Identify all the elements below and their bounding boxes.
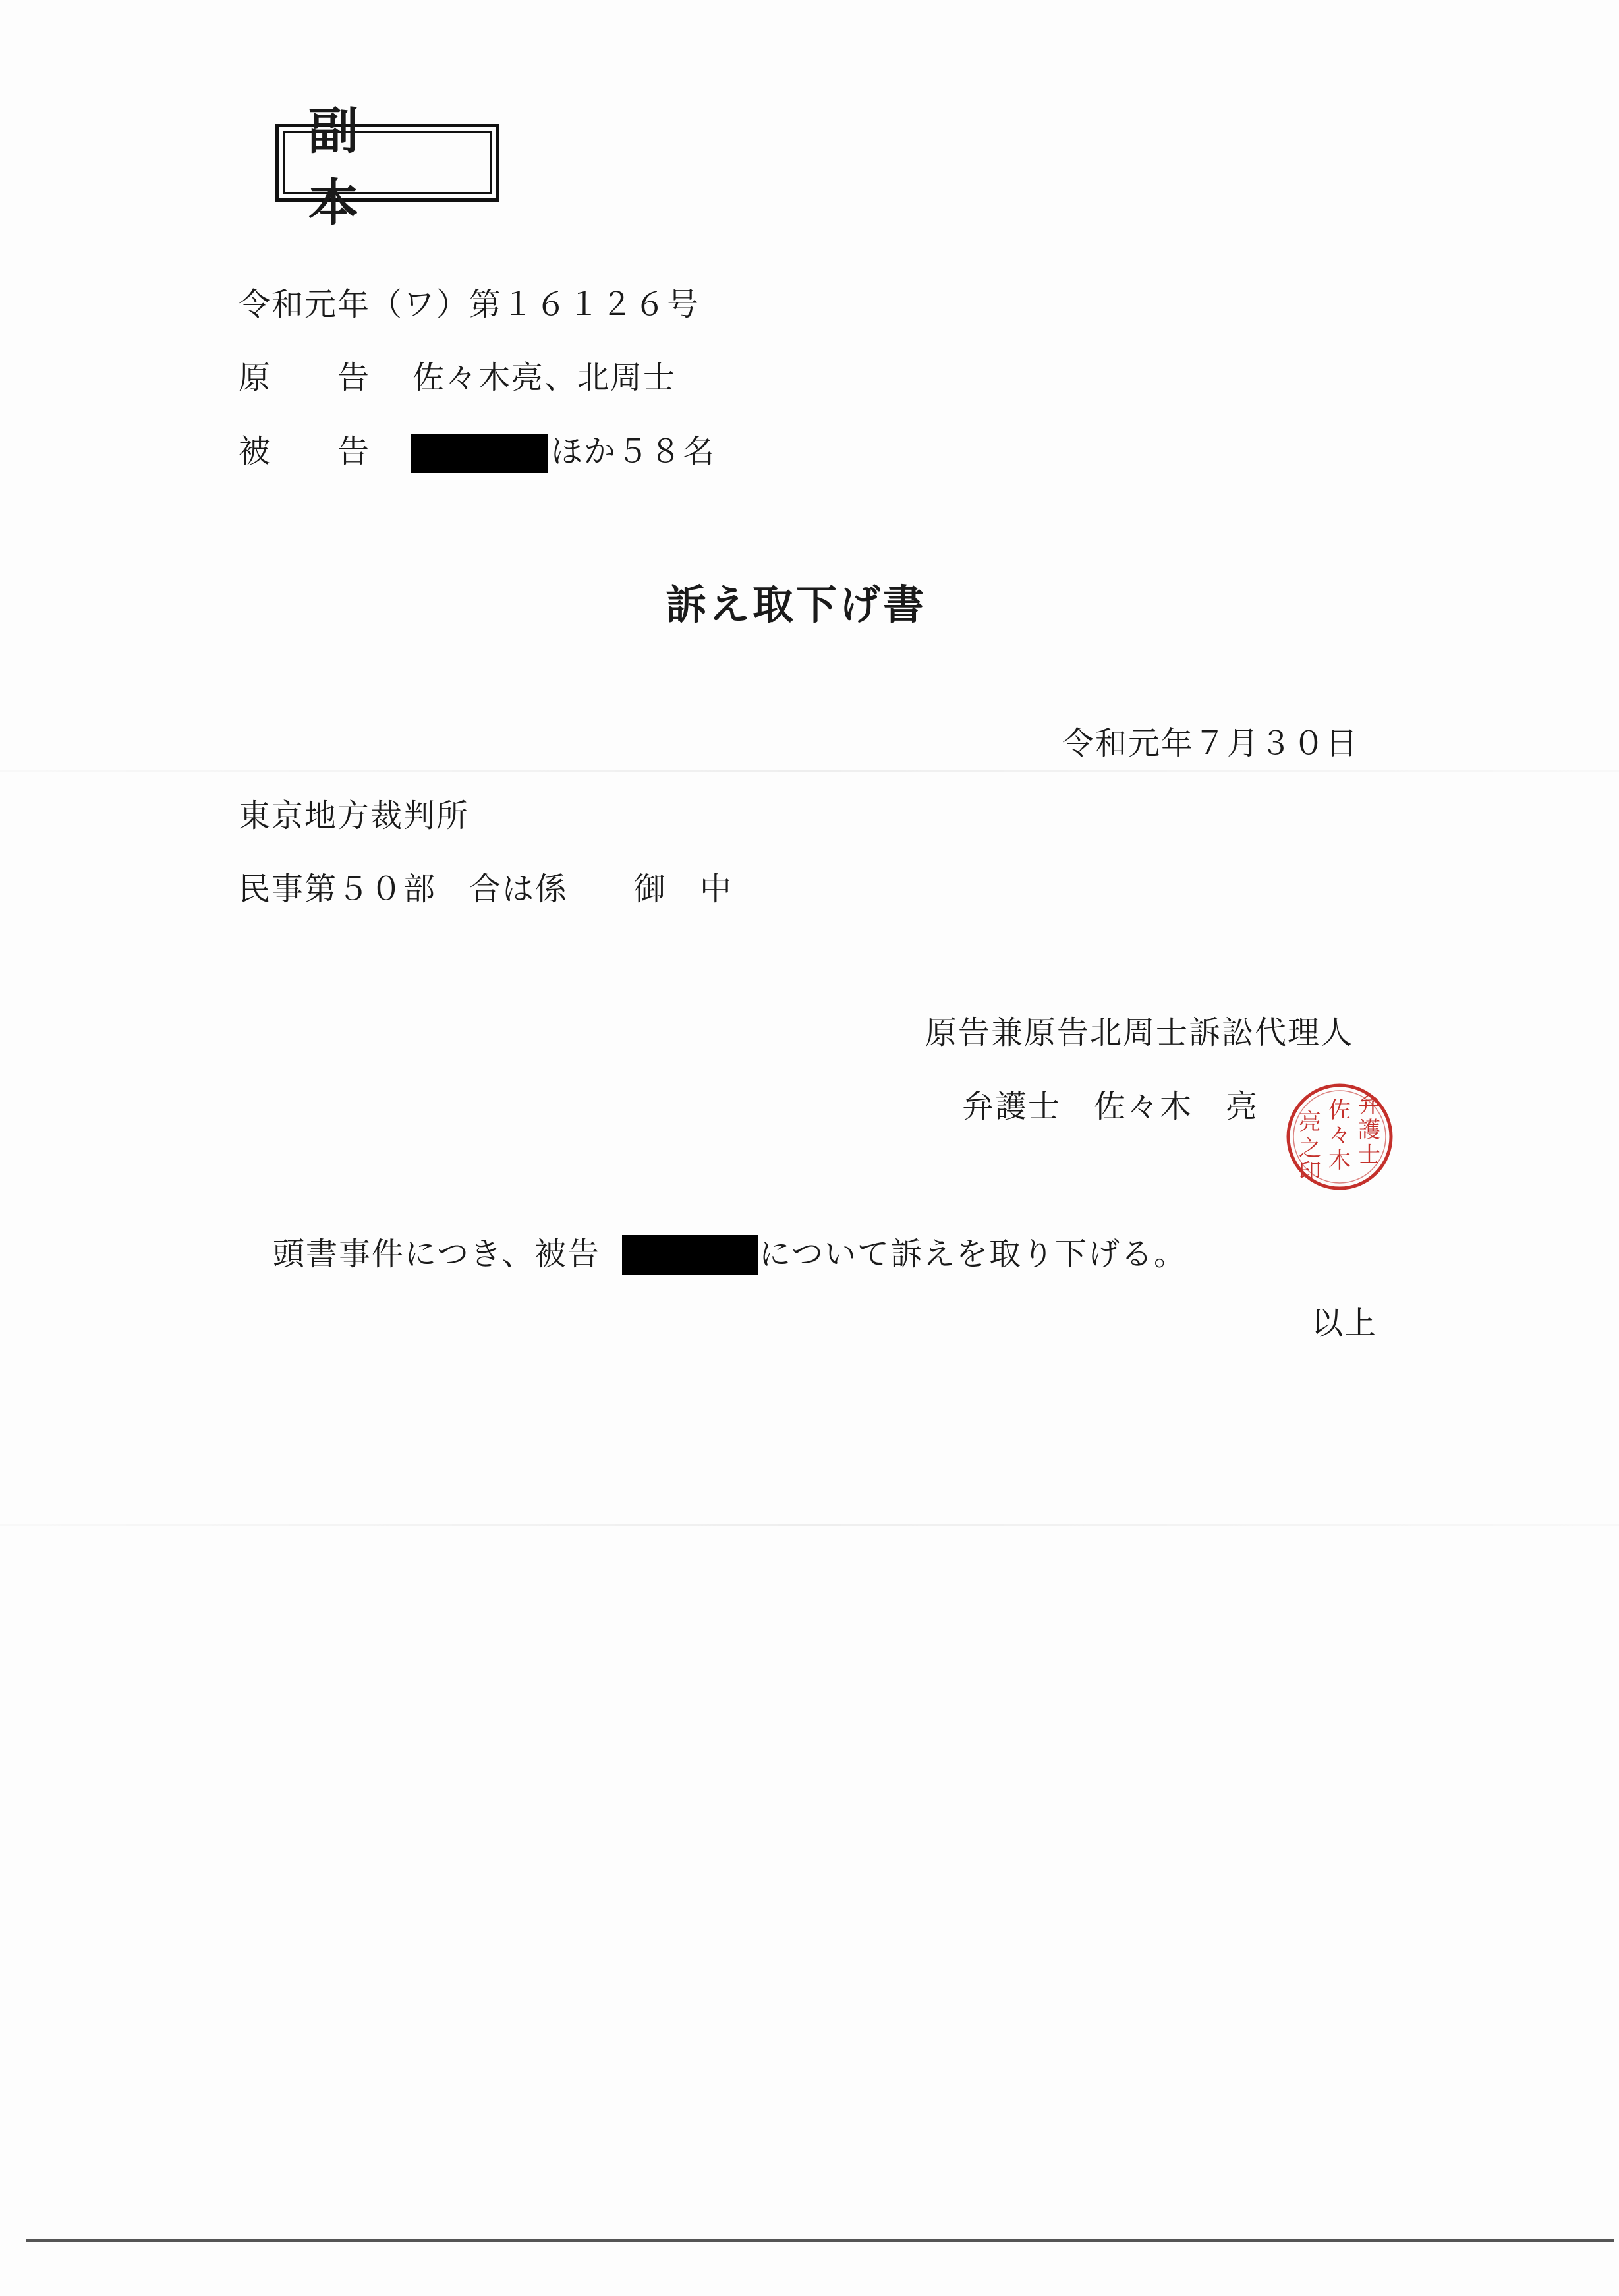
case-number: 令和元年（ワ）第１６１２６号	[239, 286, 700, 323]
attorney-name: 弁護士 佐々木 亮	[962, 1088, 1259, 1125]
redacted-defendant-name	[411, 434, 548, 473]
document-title: 訴え取下げ書	[666, 581, 927, 629]
attorney-role: 原告兼原告北周士訴訟代理人	[925, 1014, 1354, 1051]
attorney-seal	[1284, 1081, 1396, 1193]
fold-line	[0, 1524, 1619, 1526]
court-name: 東京地方裁判所	[239, 797, 470, 834]
copy-stamp-label: 副 本	[308, 101, 525, 232]
redacted-defendant-name-body	[622, 1235, 758, 1275]
svg-text:々: 々	[1328, 1122, 1351, 1149]
copy-stamp	[275, 101, 525, 232]
plaintiff-label: 原 告	[239, 359, 371, 396]
defendant-label: 被 告	[239, 433, 371, 470]
document-date: 令和元年７月３０日	[1062, 725, 1359, 762]
svg-text:亮: 亮	[1299, 1109, 1321, 1135]
svg-text:印: 印	[1299, 1159, 1321, 1186]
closing-mark: 以上	[1311, 1305, 1378, 1342]
svg-text:護: 護	[1358, 1117, 1380, 1143]
svg-text:弁: 弁	[1358, 1092, 1380, 1118]
body-suffix: について訴えを取り下げる。	[759, 1236, 1187, 1273]
svg-text:士: 士	[1358, 1142, 1380, 1168]
bottom-rule	[26, 2239, 1614, 2242]
court-division: 民事第５０部 合は係 御 中	[239, 871, 733, 907]
svg-text:佐: 佐	[1328, 1097, 1351, 1124]
body-prefix: 頭書事件につき、被告	[273, 1236, 601, 1273]
plaintiff-value: 佐々木亮、北周士	[412, 359, 677, 396]
svg-text:之: 之	[1299, 1135, 1321, 1162]
fold-line	[0, 770, 1619, 772]
defendant-suffix: ほか５８名	[551, 433, 716, 470]
svg-text:木: 木	[1328, 1147, 1351, 1174]
